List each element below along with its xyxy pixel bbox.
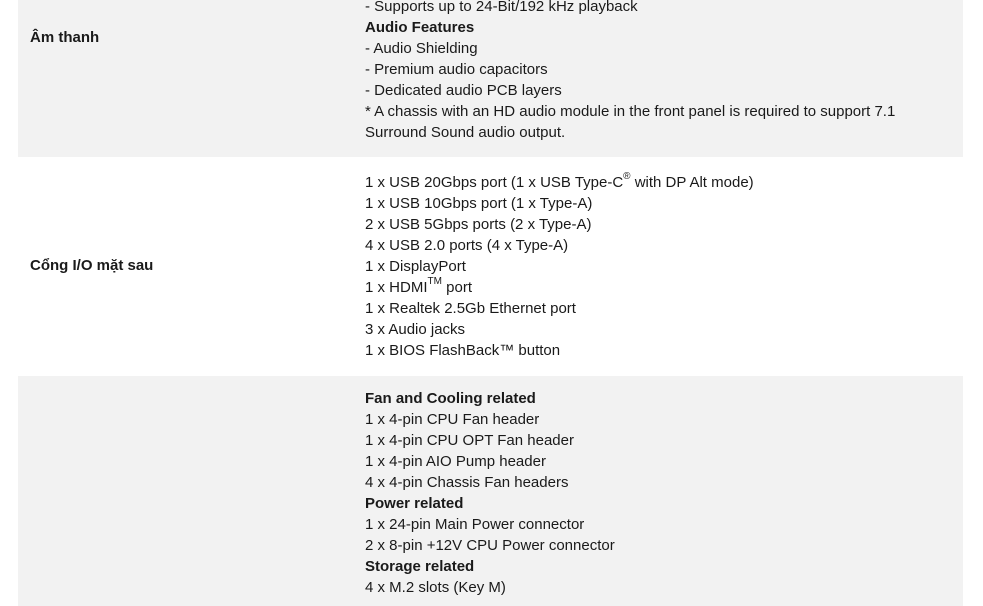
spec-line: 4 x 4-pin Chassis Fan headers bbox=[365, 474, 569, 491]
spec-line: 1 x HDMI™ port bbox=[365, 276, 472, 296]
spec-line: 1 x DisplayPort bbox=[365, 258, 466, 275]
spec-row-rear-io bbox=[18, 157, 963, 376]
spec-line: 2 x USB 5Gbps ports (2 x Type-A) bbox=[365, 216, 592, 233]
spec-line: 1 x 4-pin AIO Pump header bbox=[365, 453, 546, 470]
spec-line: 3 x Audio jacks bbox=[365, 321, 466, 338]
spec-line-heading: Storage related bbox=[365, 558, 475, 575]
spec-value bbox=[365, 0, 955, 143]
spec-line: - Audio Shielding bbox=[365, 40, 478, 57]
spec-label: Âm thanh bbox=[30, 29, 100, 46]
spec-line: - Premium audio capacitors bbox=[365, 61, 548, 78]
spec-value bbox=[365, 172, 955, 361]
spec-line: 2 x 8-pin +12V CPU Power connector bbox=[365, 537, 615, 554]
spec-value bbox=[365, 388, 955, 598]
spec-line: 1 x USB 10Gbps port (1 x Type-A) bbox=[365, 195, 593, 212]
spec-line-heading: Fan and Cooling related bbox=[365, 390, 536, 407]
spec-label: Cổng I/O mặt sau bbox=[30, 257, 154, 274]
spec-line: 1 x 24-pin Main Power connector bbox=[365, 516, 585, 533]
registered-mark: ® bbox=[623, 171, 631, 182]
spec-line: 1 x USB 20Gbps port (1 x USB Type-C® with DP Alt mode) bbox=[365, 171, 754, 191]
spec-row-audio bbox=[18, 0, 963, 157]
spec-line: - Dedicated audio PCB layers bbox=[365, 82, 562, 99]
spec-line-heading: Audio Features bbox=[365, 19, 475, 36]
spec-line: - Supports up to 24-Bit/192 kHz playback bbox=[365, 0, 638, 15]
trademark-mark: TM bbox=[427, 276, 442, 287]
spec-line: 1 x Realtek 2.5Gb Ethernet port bbox=[365, 300, 576, 317]
spec-line: * A chassis with an HD audio module in the front panel is required to support 7.1 Surround Sound audio output. bbox=[365, 103, 896, 141]
spec-line: 4 x USB 2.0 ports (4 x Type-A) bbox=[365, 237, 569, 254]
spec-line: 1 x 4-pin CPU OPT Fan header bbox=[365, 432, 574, 449]
spec-line: 4 x M.2 slots (Key M) bbox=[365, 579, 506, 596]
spec-line: 1 x 4-pin CPU Fan header bbox=[365, 411, 540, 428]
spec-line-heading: Power related bbox=[365, 495, 464, 512]
spec-row-internal-io bbox=[18, 376, 963, 606]
spec-line: 1 x BIOS FlashBack™ button bbox=[365, 342, 561, 359]
